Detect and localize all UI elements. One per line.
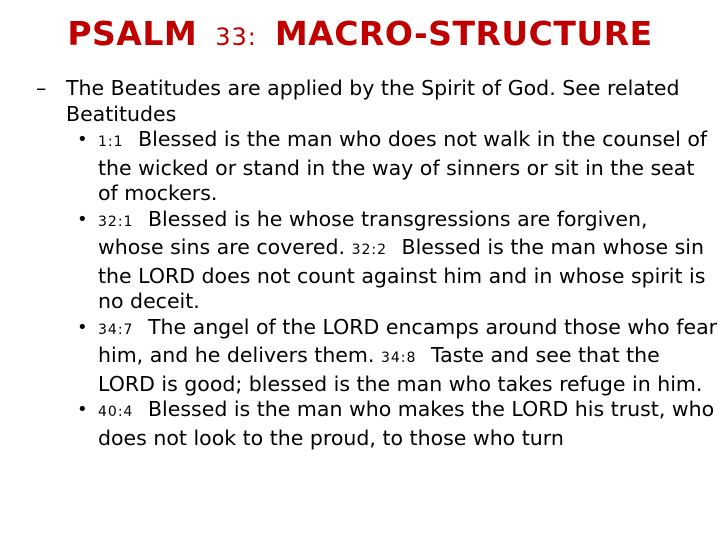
- bullet-marker: •: [77, 399, 88, 420]
- main-point-text: The Beatitudes are applied by the Spirit of God. See related Beatitudes: [66, 76, 680, 126]
- verse-ref: 32:1: [98, 213, 134, 230]
- list-item-psalm-40-4: [30, 397, 718, 451]
- title-chapter-number: 33:: [215, 23, 257, 51]
- title-word-macro-structure: MACRO-STRUCTURE: [274, 14, 653, 53]
- slide-body: [30, 76, 718, 451]
- verse-ref-2: 34:8: [380, 350, 417, 366]
- title-word-psalm: PSALM: [67, 14, 198, 53]
- verse-text: Blessed is the man who does not walk in the counsel of the wicked or stand in the way of sinners or sit in the seat of mockers.: [98, 127, 708, 205]
- dash-marker: –: [36, 76, 47, 100]
- verse-ref: 40:4: [98, 404, 134, 420]
- verse-text: The angel of the LORD encamps around those who fear him, and he delivers them.: [98, 314, 718, 367]
- list-item-psalm-32: [30, 207, 718, 315]
- verse-text-2: Blessed is the man whose sin the LORD does not count against him and in whose spirit is no deceit.: [98, 235, 706, 313]
- verse-ref: 1:1: [98, 134, 124, 150]
- verse-ref-2: 32:2: [351, 242, 388, 258]
- bullet-marker: •: [77, 208, 88, 230]
- verse-ref: 34:7: [98, 321, 134, 338]
- main-point: [30, 76, 718, 127]
- slide-title: [0, 14, 720, 53]
- list-item-psalm-34: [30, 315, 718, 398]
- list-item-psalm-1-1: [30, 127, 718, 207]
- verse-text-2: Taste and see that the LORD is good; blessed is the man who takes refuge in him.: [98, 343, 703, 396]
- verse-text: Blessed is the man who makes the LORD his trust, who does not look to the proud, to those who turn: [98, 397, 715, 450]
- beatitude-list: [30, 127, 718, 451]
- bullet-marker: •: [77, 316, 88, 338]
- bullet-marker: •: [77, 129, 88, 150]
- verse-text: Blessed is he whose transgressions are forgiven, whose sins are covered.: [98, 206, 648, 259]
